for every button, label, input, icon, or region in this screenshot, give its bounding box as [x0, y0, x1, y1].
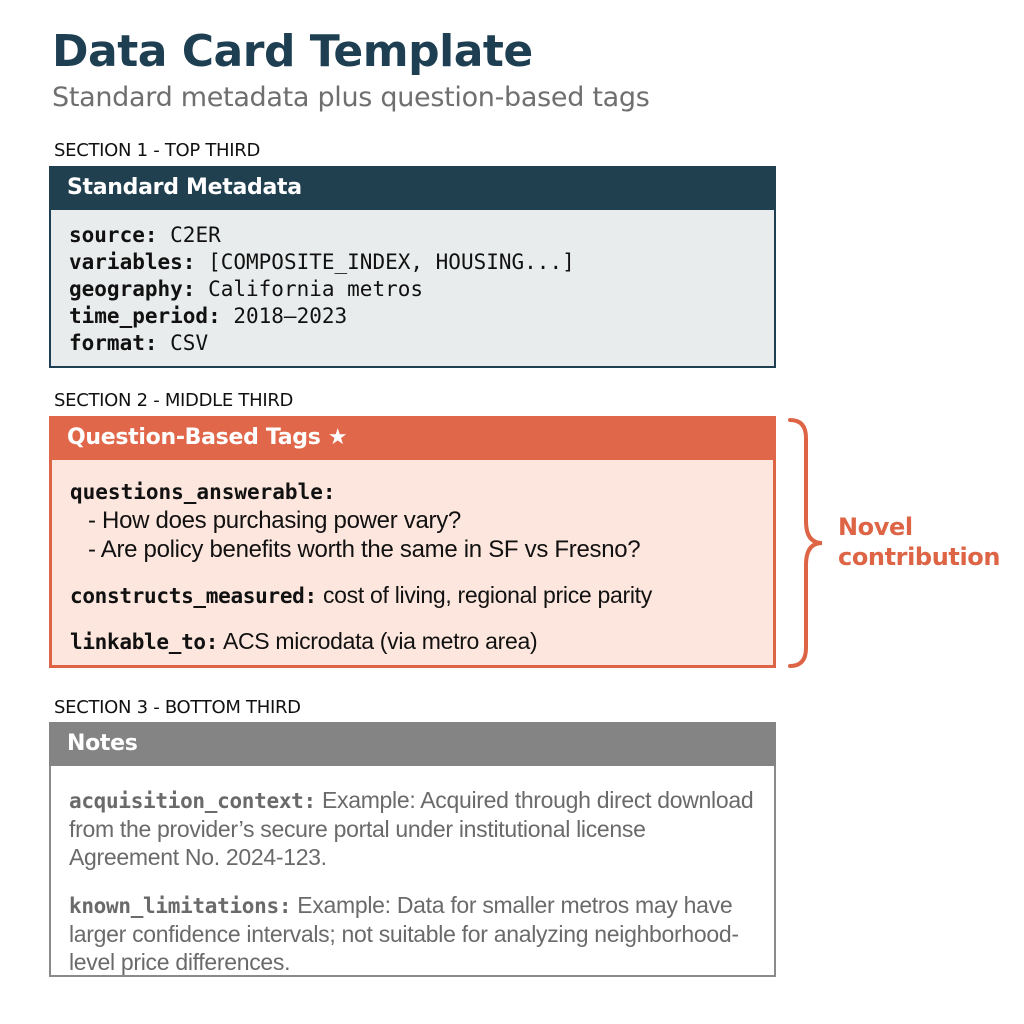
acquisition-note	[69, 786, 756, 871]
field-format	[69, 330, 756, 357]
field-key: time_period:	[69, 304, 221, 328]
field-value: 2018–2023	[220, 304, 348, 328]
field-key: geography:	[69, 277, 196, 301]
curly-brace-icon	[786, 416, 836, 670]
linkable-key: linkable_to:	[70, 630, 219, 654]
standard-metadata-body	[51, 210, 774, 367]
standard-metadata-card	[49, 166, 776, 368]
standard-metadata-header: Standard Metadata	[49, 166, 776, 210]
acquisition-value: Example: Acquired through direct download from the provider’s secure portal under institutional license Agreement No. 2024-123.	[69, 787, 754, 870]
linkable-value: ACS microdata (via metro area)	[218, 628, 538, 654]
section-2-label: SECTION 2 - MIDDLE THIRD	[54, 390, 294, 411]
novel-contribution-annotation	[838, 512, 1000, 572]
field-key: variables:	[69, 250, 196, 274]
page-subtitle: Standard metadata plus question-based tags	[52, 82, 650, 113]
question-item: - How does purchasing power vary?	[88, 507, 461, 534]
field-key: source:	[69, 223, 158, 247]
question-tags-header: Question-Based Tags ★	[49, 416, 776, 460]
annotation-line: contribution	[838, 543, 1001, 571]
field-value: CSV	[157, 331, 209, 355]
question-tags-body	[52, 460, 773, 666]
limitations-value: Example: Data for smaller metros may have larger confidence intervals; not suitable for analyzing neighborhood-level price differences.	[69, 892, 739, 975]
notes-card	[49, 722, 776, 977]
linkable-line	[70, 627, 755, 656]
notes-header: Notes	[49, 722, 776, 766]
field-value: California metros	[195, 277, 424, 301]
questions-key: questions_answerable:	[70, 480, 336, 504]
constructs-key: constructs_measured:	[70, 584, 317, 608]
constructs-value: cost of living, regional price parity	[316, 582, 652, 608]
annotation-line: Novel	[838, 513, 913, 541]
field-variables	[69, 249, 756, 276]
constructs-line	[70, 581, 755, 610]
section-1-label: SECTION 1 - TOP THIRD	[54, 140, 261, 161]
field-time-period	[69, 303, 756, 330]
field-source	[69, 222, 756, 249]
limitations-note	[69, 891, 756, 976]
acquisition-key: acquisition_context:	[69, 789, 316, 813]
limitations-key: known_limitations:	[69, 894, 292, 918]
question-item: - Are policy benefits worth the same in SF vs Fresno?	[88, 536, 641, 563]
field-value: C2ER	[157, 223, 221, 247]
page-title: Data Card Template	[52, 26, 533, 77]
field-key: format:	[69, 331, 158, 355]
field-geography	[69, 276, 756, 303]
notes-body	[51, 766, 774, 986]
field-value: [COMPOSITE_INDEX, HOUSING...]	[195, 250, 575, 274]
section-3-label: SECTION 3 - BOTTOM THIRD	[54, 697, 301, 718]
question-tags-card	[49, 416, 776, 668]
